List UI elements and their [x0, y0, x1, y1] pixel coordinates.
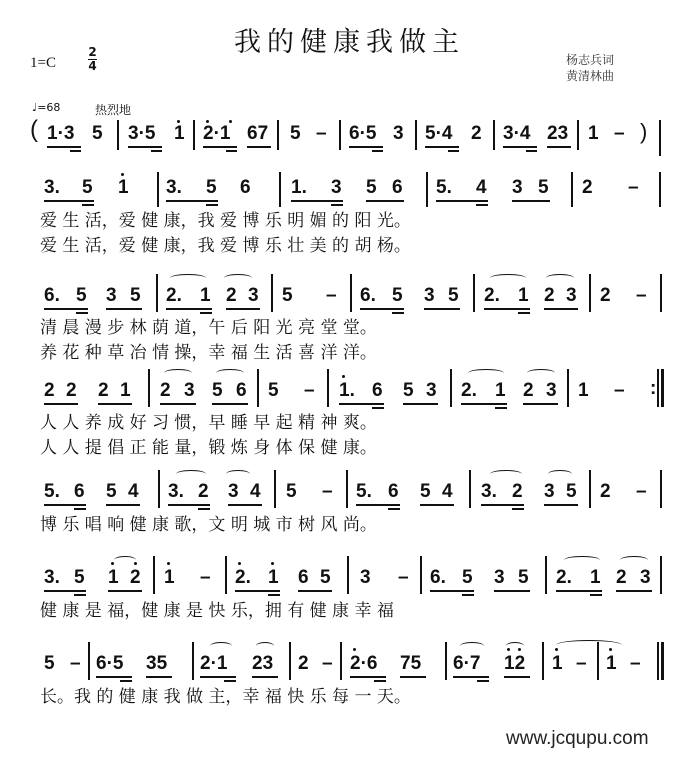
score-line-intro: ( 1·3 5 3·5 1 2·1 67 5 – 6·5 3 5·4 2 3·4 23 1 – ) — [0, 118, 699, 148]
key-signature: 1=C — [30, 55, 56, 71]
score-line-3: 2 2 2 1 2 3 5 6 5 – 1. 6 5 3 2. 1 2 3 1 – : — [0, 375, 699, 405]
lyrics-line-5: 健 康 是 福，健 康 是 快 乐，拥 有 健 康 幸 福 — [40, 601, 394, 621]
tempo-marking: ♩=68 — [32, 101, 61, 114]
time-signature — [88, 46, 97, 73]
score-line-6: 5 – 6·5 35 2·1 23 2 – 2·6 75 6·7 12 1 – 1 – — [0, 648, 699, 678]
lyrics-line-2-verse-1: 清 晨 漫 步 林 荫 道，午 后 阳 光 亮 堂 堂。 — [40, 318, 377, 338]
composer: 黄清林曲 — [566, 69, 615, 83]
time-sig-top: 2 — [88, 45, 97, 59]
expression-marking: 热烈地 — [95, 103, 132, 117]
lyrics-line-1-verse-1: 爱 生 活，爱 健 康，我 爱 博 乐 明 媚 的 阳 光。 — [40, 211, 411, 231]
lyrics-line-2-verse-2: 养 花 种 草 冶 情 操，幸 福 生 活 喜 洋 洋。 — [40, 343, 377, 363]
lyricist: 杨志兵词 — [566, 53, 615, 67]
lyrics-line-6: 长。我 的 健 康 我 做 主，幸 福 快 乐 每 一 天。 — [40, 687, 411, 707]
song-title: 我的健康我做主 — [234, 27, 465, 58]
score-line-2: 6. 5 3 5 2. 1 2 3 5 – 6. 5 3 5 2. 1 2 3 2 – — [0, 280, 699, 310]
lyrics-line-1-verse-2: 爱 生 活，爱 健 康，我 爱 博 乐 壮 美 的 胡 杨。 — [40, 236, 411, 256]
score-line-1: 3. 5 1 3. 5 6 1. 3 5 6 5. 4 3 5 2 – — [0, 172, 699, 202]
time-sig-bottom: 4 — [88, 59, 97, 73]
watermark: www.jcqupu.com — [506, 728, 649, 749]
lyrics-line-4: 博 乐 唱 响 健 康 歌，文 明 城 市 树 风 尚。 — [40, 515, 377, 535]
score-line-4: 5. 6 5 4 3. 2 3 4 5 – 5. 6 5 4 3. 2 3 5 2 – — [0, 476, 699, 506]
lyrics-line-3-verse-2: 人 人 提 倡 正 能 量，锻 炼 身 体 保 健 康。 — [40, 438, 377, 458]
credits — [566, 52, 614, 84]
score-line-5: 3. 5 1 2 1 – 2. 1 6 5 3 – 6. 5 3 5 2. 1 2 3 — [0, 562, 699, 592]
lyrics-line-3-verse-1: 人 人 养 成 好 习 惯，早 睡 早 起 精 神 爽。 — [40, 413, 377, 433]
